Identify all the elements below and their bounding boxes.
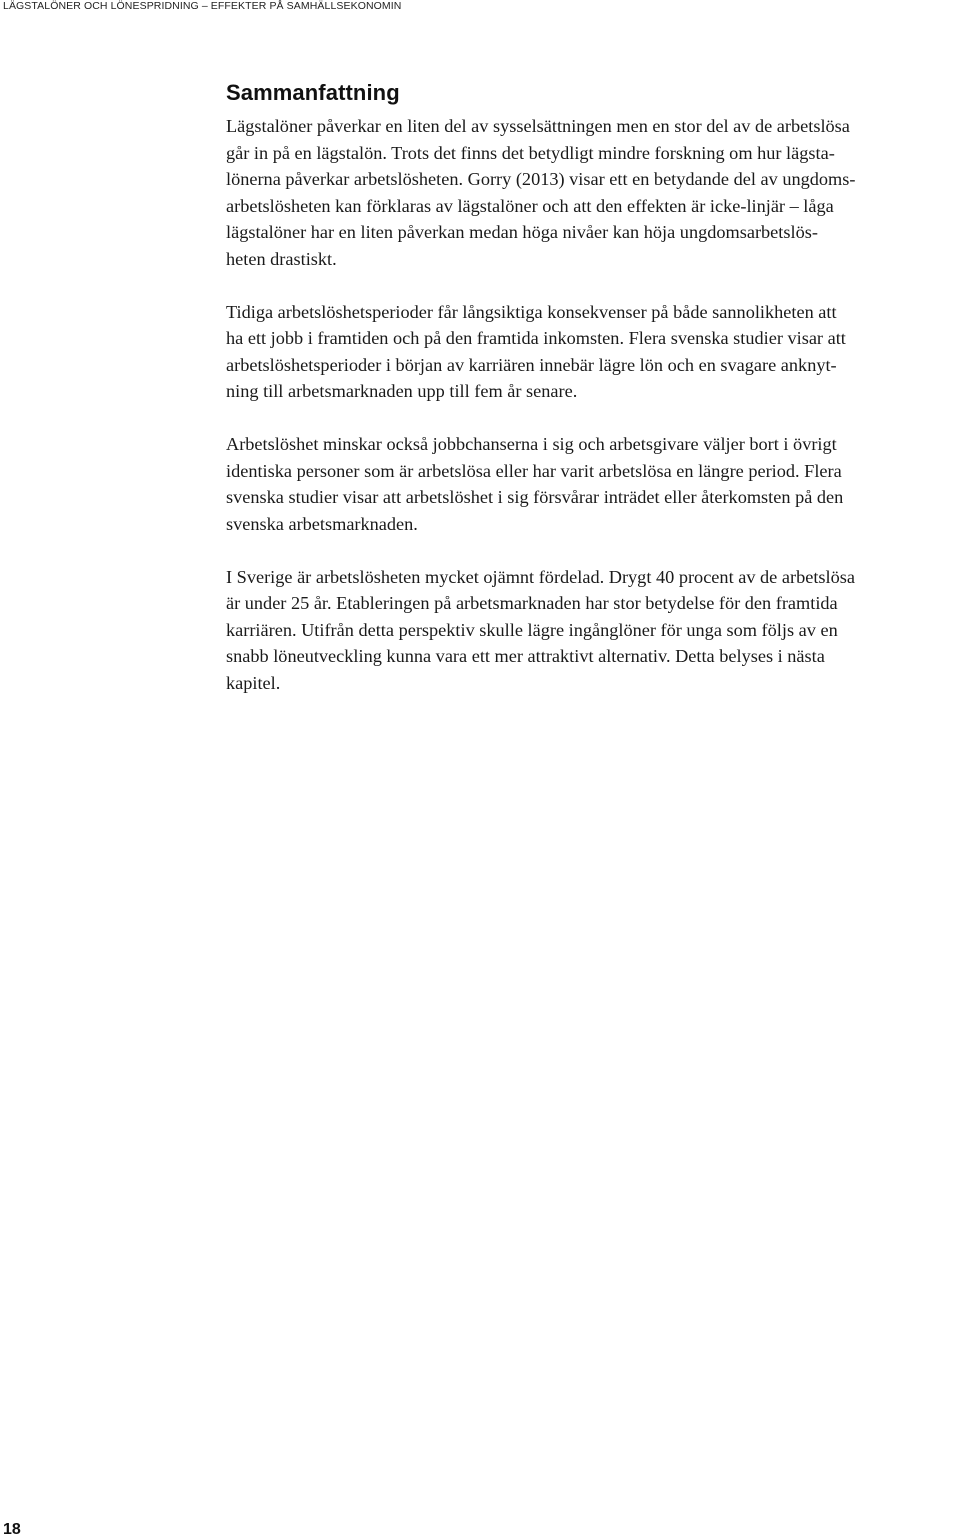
text-line: snabb löneutveckling kunna vara ett mer attraktivt alternativ. Detta belyses i nästa bbox=[226, 646, 825, 666]
text-line: Lägstalöner påverkar en liten del av sysselsättningen men en stor del av de arbetslösa bbox=[226, 116, 850, 136]
text-line: identiska personer som är arbetslösa eller har varit arbetslösa en längre period. Flera bbox=[226, 460, 842, 481]
text-line: är under 25 år. Etableringen på arbetsmarknaden har stor betydelse för den framtida bbox=[226, 593, 838, 613]
paragraph-3 bbox=[226, 431, 956, 537]
text-line: lägstalöner har en liten påverkan medan höga nivåer kan höja ungdomsarbetslös- bbox=[226, 222, 818, 242]
text-line: I Sverige är arbetslösheten mycket ojämnt fördelad. Drygt 40 procent av de arbetslösa bbox=[226, 566, 855, 587]
page-number: 18 bbox=[3, 1521, 21, 1538]
text-line: går in på en lägstalön. Trots det finns det betydligt mindre forskning om hur lägsta- bbox=[226, 142, 835, 163]
text-line: heten drastiskt. bbox=[226, 248, 337, 269]
section-title: Sammanfattning bbox=[226, 80, 400, 105]
paragraph-2 bbox=[226, 299, 956, 405]
running-header: LÄGSTALÖNER OCH LÖNESPRIDNING – EFFEKTER PÅ SAMHÄLLSEKONOMIN bbox=[3, 0, 402, 12]
text-line: svenska studier visar att arbetslöshet i sig försvårar inträdet eller återkomsten på den bbox=[226, 487, 844, 507]
text-line: arbetslösheten kan förklaras av lägstalöner och att den effekten är icke-linjär – låga bbox=[226, 195, 834, 216]
text-line: ning till arbetsmarknaden upp till fem år senare. bbox=[226, 381, 578, 401]
text-line: karriären. Utifrån detta perspektiv skulle lägre ingånglöner för unga som följs av en bbox=[226, 619, 838, 640]
text-line: Arbetslöshet minskar också jobbchanserna i sig och arbetsgivare väljer bort i övrigt bbox=[226, 434, 837, 454]
text-line: svenska arbetsmarknaden. bbox=[226, 513, 418, 534]
body-text bbox=[226, 113, 956, 723]
text-line: lönerna påverkar arbetslösheten. Gorry (2013) visar ett en betydande del av ungdoms- bbox=[226, 169, 856, 189]
text-line: Tidiga arbetslöshetsperioder får långsiktiga konsekvenser på både sannolikheten att bbox=[226, 301, 837, 322]
text-line: ha ett jobb i framtiden och på den framtida inkomsten. Flera svenska studier visar att bbox=[226, 328, 846, 348]
paragraph-1 bbox=[226, 113, 956, 272]
text-line: kapitel. bbox=[226, 672, 281, 693]
text-line: arbetslöshetsperioder i början av karriären innebär lägre lön och en svagare anknyt- bbox=[226, 354, 837, 375]
paragraph-4 bbox=[226, 564, 956, 697]
